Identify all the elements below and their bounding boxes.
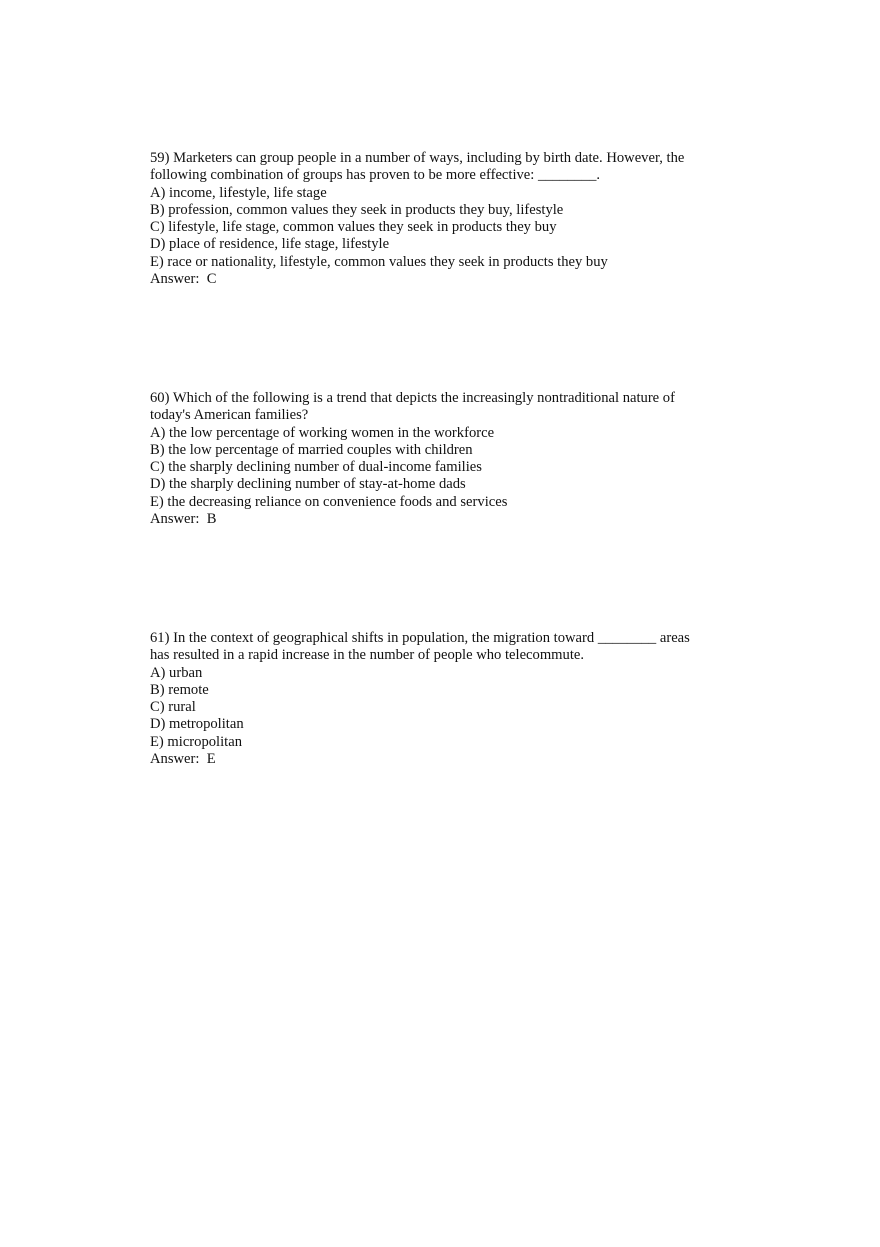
question-stem-line: 59) Marketers can group people in a number of ways, including by birth date. However, the (150, 150, 685, 166)
option-c: C) lifestyle, life stage, common values they seek in products they buy (150, 219, 557, 236)
question-stem-line: following combination of groups has proven to be more effective: ________. (150, 167, 601, 184)
option-b: B) profession, common values they seek in products they buy, lifestyle (150, 201, 564, 218)
question-59 (150, 150, 730, 288)
question-stem-line: has resulted in a rapid increase in the number of people who telecommute. (150, 647, 585, 664)
option-d: D) metropolitan (150, 716, 244, 733)
question-61 (150, 630, 730, 768)
option-c: C) rural (150, 699, 196, 716)
answer-key: Answer: B (150, 511, 217, 528)
answer-key: Answer: E (150, 751, 216, 768)
option-b: B) the low percentage of married couples with children (150, 441, 473, 458)
option-d: D) place of residence, life stage, lifestyle (150, 236, 390, 253)
option-a: A) the low percentage of working women in the workforce (150, 424, 495, 441)
option-e: E) the decreasing reliance on convenience foods and services (150, 493, 508, 510)
question-60 (150, 390, 730, 528)
question-stem-line: 60) Which of the following is a trend that depicts the increasingly nontraditional nature of (150, 390, 675, 406)
option-d: D) the sharply declining number of stay-at-home dads (150, 476, 466, 493)
option-a: A) urban (150, 664, 203, 681)
question-stem-line: 61) In the context of geographical shifts in population, the migration toward ________ areas (150, 630, 690, 646)
option-c: C) the sharply declining number of dual-income families (150, 459, 482, 476)
option-e: E) race or nationality, lifestyle, common values they seek in products they buy (150, 253, 608, 270)
option-e: E) micropolitan (150, 733, 242, 750)
question-stem-line: today's American families? (150, 407, 309, 424)
option-b: B) remote (150, 681, 209, 698)
answer-key: Answer: C (150, 271, 217, 288)
option-a: A) income, lifestyle, life stage (150, 184, 327, 201)
